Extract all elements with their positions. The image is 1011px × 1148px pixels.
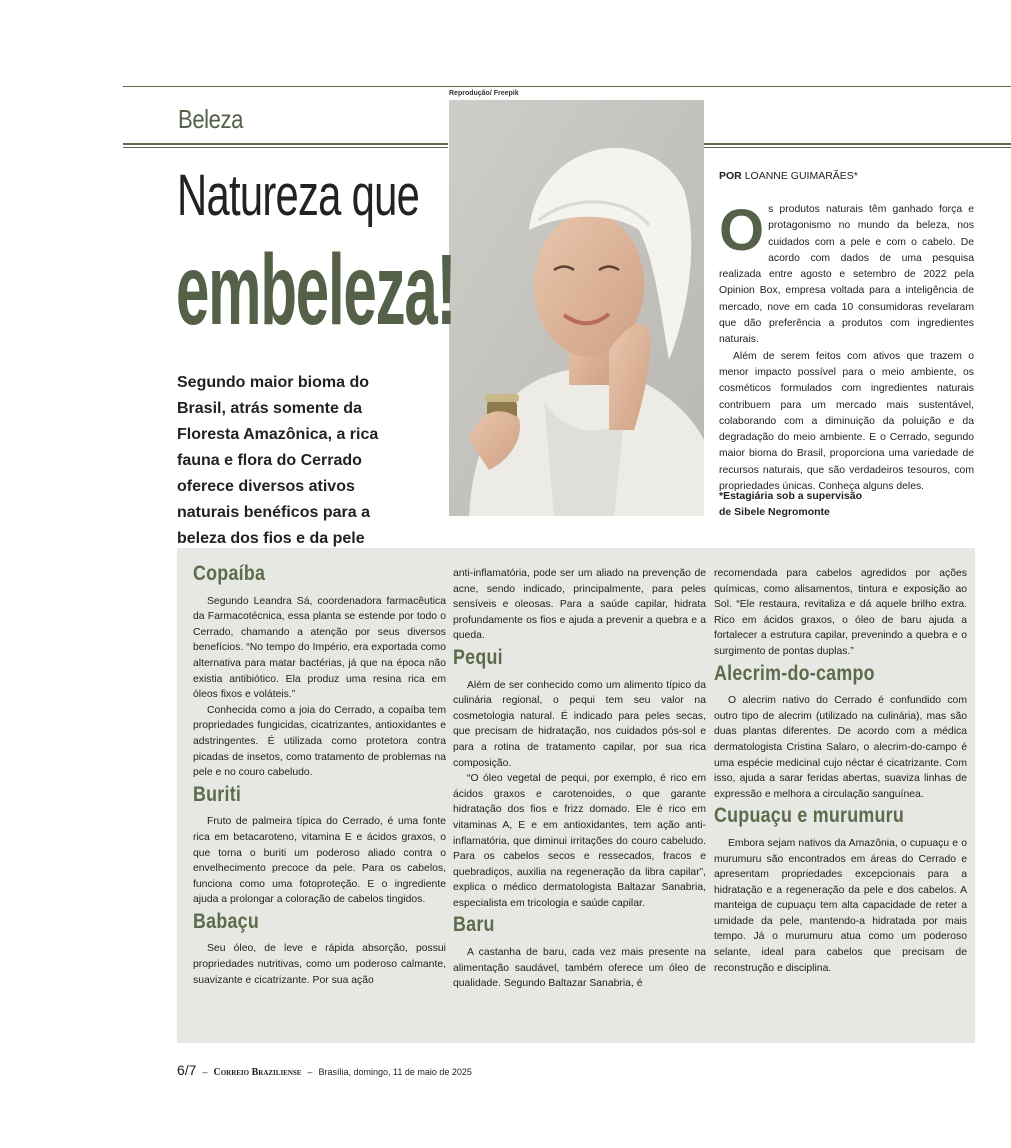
page-numbers: 6/7 xyxy=(177,1062,197,1078)
heading-baru: Baru xyxy=(453,913,495,937)
baru-paragraph: A castanha de baru, cada vez mais presente na alimentação saudável, também oferece um óleo de qualidade. Segundo Baltazar Sanabria, é xyxy=(453,947,706,990)
column-1 xyxy=(193,560,446,988)
headline-line1: Natureza que xyxy=(177,163,420,228)
copaiba-paragraph-1: Segundo Leandra Sá, coordenadora farmacêutica da Farmacotécnica, essa planta se estende por todo o Cerrado, chamando a atenção por seus diversos benefícios. “No tempo do Império, era exportada como alternativa para matar bactérias, já que na época não existia antibiótico. Ela produz uma resina rica em óleos fixos e voláteis.” xyxy=(193,595,446,701)
heading-buriti: Buriti xyxy=(193,782,242,806)
copaiba-paragraph-2: Conhecida como a joia do Cerrado, a copaíba tem propriedades fungicidas, cicatrizantes, antioxidantes e adstringentes. É utilizada como protetora contra picadas de insetos, como tratamento de problemas na pele e no couro cabeludo. xyxy=(193,704,446,779)
page-footer xyxy=(177,1062,472,1078)
woman-towel-photo xyxy=(449,100,704,516)
top-rule xyxy=(123,86,1011,87)
intro-text xyxy=(719,198,974,495)
section-rule-thin xyxy=(123,147,448,148)
author-note-line1: *Estagiária sob a supervisão xyxy=(719,490,862,502)
intro-paragraph-2: Além de serem feitos com ativos que trazem o menor impacto possível para o meio ambiente, os cosméticos formulados com ingredientes naturais contribuem para um mercado mais sustentável, colaborando com a diminuição da poluição e da degradação do meio ambiente. E o Cerrado, segundo maior bioma do Brasil, proporciona uma variedade de recursos naturais, que são verdadeiros tesouros, com propriedades únicas. Conheça alguns deles. xyxy=(719,350,974,493)
deck-subtitle: Segundo maior bioma do Brasil, atrás somente da Floresta Amazônica, a rica fauna e flora do Cerrado oferece diversos ativos naturais benéficos para a beleza dos fios e da pele xyxy=(177,374,379,547)
author-note xyxy=(719,488,862,520)
intro-paragraph-1: s produtos naturais têm ganhado força e protagonismo no mundo da beleza, nos cuidados com a pele e com o cabelo. De acordo com dados de uma pesquisa realizada entre agosto e setembro de 2022 pela Opinion Box, empresa voltada para a inteligência de mercado, nove em cada 10 consumidoras revelaram que dão preferência a produtos com ingredientes naturais. xyxy=(719,204,974,346)
babacu-continuation: anti-inflamatória, pode ser um aliado na prevenção de acne, sendo indicado, principalmente, para peles sensíveis e oleosas. Para a saúde capilar, hidrata profundamente os fios e ajuda a prevenir a quebra e a queda. xyxy=(453,568,706,642)
section-rule xyxy=(123,143,448,145)
baru-continuation: recomendada para cabelos agredidos por ações químicas, como alisamentos, tintura e exposição ao Sol. “Ele restaura, revitaliza e dá aquele brilho extra. Rico em ácidos graxos, o óleo de baru ajuda a fortalecer a estrutura capilar, prevenindo a quebra e o surgimento de pontas duplas.” xyxy=(714,568,967,657)
pequi-paragraph-1: Além de ser conhecido como um alimento típico da culinária regional, o pequi tem seu valor na cosmetologia natural. É indicado para peles secas, que precisam de hidratação, nos cuidados pós-sol e para a rotina de tratamento capilar, por sua rica composição. xyxy=(453,679,706,769)
column-2 xyxy=(453,566,706,992)
pequi-paragraph-2: “O óleo vegetal de pequi, por exemplo, é rico em ácidos graxos e carotenoides, o que garante hidratação dos fios e frizz domado. Ele é rico em vitaminas A, E e em antioxidantes, tem ação anti-inflamatória, que diminui irritações do couro cabeludo. Para os cabelos secos e ressecados, fracos e quebradiços, auxilia na regeneração da libra capilar”, explica o médico dermatologista Baltazar Sanabria, especialista em tricologia e saúde capilar. xyxy=(453,773,706,909)
drop-cap: O xyxy=(719,198,765,263)
alecrim-paragraph: O alecrim nativo do Cerrado é confundido com outro tipo de alecrim (utilizado na culinária), mas são duas plantas diferentes. De acordo com a médica dermatologista Cristina Salaro, o alecrim-do-campo é uma espécie medicinal cujo néctar é cicatrizante. Com isso, ajuda a sarar feridas abertas, suaviza linhas de expressão e melhora a circulação sanguínea. xyxy=(714,695,967,800)
buriti-paragraph: Fruto de palmeira típica do Cerrado, é uma fonte rica em betacaroteno, vitamina E e ácidos graxos, o que torna o buriti um poderoso aliado contra o envelhecimento precoce da pele. Para os cabelos, funciona como uma fotoproteção. E o ingrediente ajuda a prolongar a coloração de cabelos tingidos. xyxy=(193,816,446,906)
publication-name: Correio Braziliense xyxy=(213,1067,302,1078)
heading-copaiba: Copaíba xyxy=(193,562,266,585)
heading-alecrim: Alecrim-do-campo xyxy=(714,661,875,685)
heading-cupuacu: Cupuaçu e murumuru xyxy=(714,804,905,828)
headline-line2: embeleza! xyxy=(176,234,456,346)
footer-dash: – xyxy=(202,1067,208,1077)
byline xyxy=(719,170,858,182)
byline-author: LOANNE GUIMARÃES* xyxy=(744,170,858,182)
column-3 xyxy=(714,566,967,976)
right-rule xyxy=(704,143,1011,145)
byline-prefix: POR xyxy=(719,170,742,182)
publication-date: Brasília, domingo, 11 de maio de 2025 xyxy=(318,1067,472,1077)
heading-babacu: Babaçu xyxy=(193,909,260,933)
right-rule-thin xyxy=(704,147,1011,148)
photo-credit: Reprodução/ Freepik xyxy=(449,90,519,97)
footer-dash-2: – xyxy=(307,1067,313,1077)
author-note-line2: de Sibele Negromonte xyxy=(719,506,830,518)
section-label: Beleza xyxy=(178,104,244,134)
cupuacu-paragraph: Embora sejam nativos da Amazônia, o cupuaçu e o murumuru são encontrados em áreas do Cerrado e apresentam propriedades excepcionais para a hidratação e a regeneração da pele e dos cabelos. A manteiga de cupuaçu tem alta capacidade de reter a umidade da pele, mantendo-a hidratada por mais tempo. Já o murumuru atua como um poderoso selante, ideal para cabelos que precisam de reconstrução e disciplina. xyxy=(714,837,967,974)
babacu-paragraph: Seu óleo, de leve e rápida absorção, possui propriedades nutritivas, como um poderoso calmante, suavizante e cicatrizante. Por sua ação xyxy=(193,943,446,986)
heading-pequi: Pequi xyxy=(453,645,503,669)
